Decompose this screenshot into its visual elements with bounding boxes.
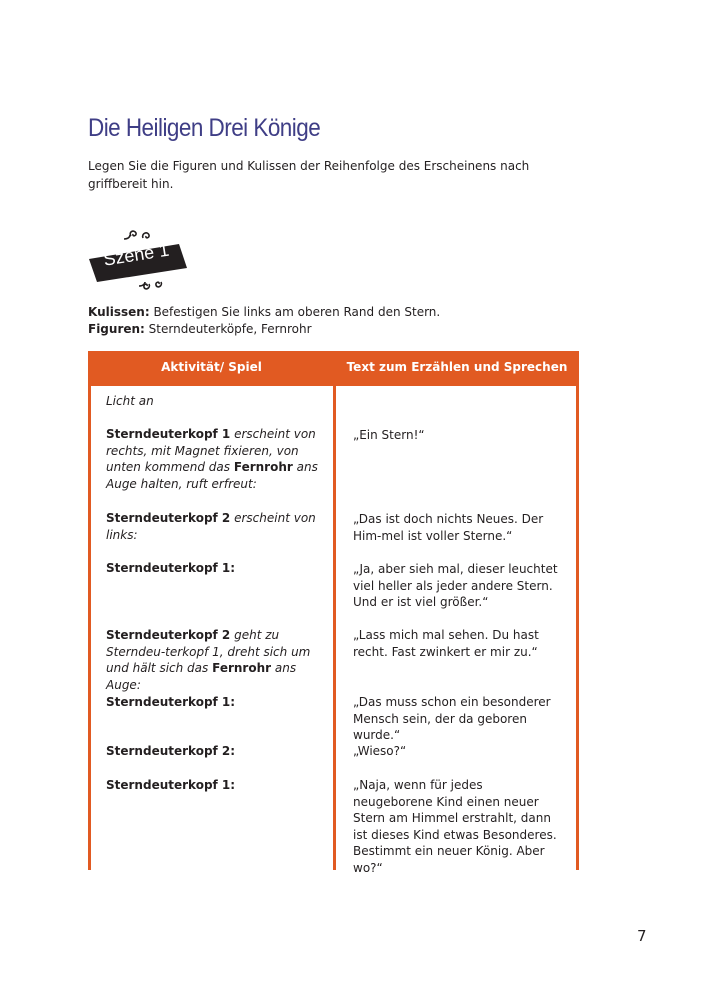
table-row-left: [106, 426, 321, 492]
table-row-right: „Ein Stern!“: [353, 428, 425, 442]
table-row-right: „Das muss schon ein besonderer Mensch sein, der da geboren wurde.“: [353, 695, 551, 743]
scene-label: Szene 1: [102, 239, 171, 270]
stage-direction: erscheint von links:: [106, 511, 316, 542]
stage-direction: ans Auge halten, ruft erfreut:: [106, 460, 318, 491]
table-row-right: „Wieso?“: [353, 744, 407, 758]
speaker-name: Sterndeuterkopf 1:: [106, 695, 236, 709]
speaker-name: Sterndeuterkopf 1: [106, 427, 231, 441]
figuren-text: Sterndeuterköpfe, Fernrohr: [144, 322, 312, 336]
column-divider: [333, 386, 336, 870]
speaker-name: Sterndeuterkopf 2: [106, 628, 231, 642]
table-row-left: [106, 560, 321, 577]
table-row-left: [106, 627, 321, 693]
stage-direction: Licht an: [106, 394, 154, 408]
header-activity: Aktivität/ Spiel: [161, 360, 262, 374]
table-header: [88, 351, 579, 386]
table-row-right: „Das ist doch nichts Neues. Der Him-mel ist voller Sterne.“: [353, 512, 544, 543]
table-row-left: [106, 743, 321, 760]
speaker-name: Sterndeuterkopf 2: [106, 511, 231, 525]
figuren-label: Figuren:: [88, 322, 145, 336]
speaker-name: Sterndeuterkopf 1:: [106, 778, 236, 792]
table-row-right: „Ja, aber sieh mal, dieser leuchtet viel heller als jeder andere Stern. Und er ist viel größer.“: [353, 562, 558, 610]
prop-name: Fernrohr: [212, 661, 272, 676]
table-row-left: [106, 694, 321, 711]
table-row-left: [106, 777, 321, 794]
speaker-name: Sterndeuterkopf 2:: [106, 744, 236, 758]
stage-direction: ans Auge:: [106, 661, 297, 692]
swirl-icon: [130, 231, 136, 236]
stage-direction: geht zu Sterndeu-terkopf 1, dreht sich um und hält sich das: [106, 628, 311, 676]
header-text: Text zum Erzählen und Sprechen: [346, 360, 568, 374]
kulissen-text: Befestigen Sie links am oberen Rand den Stern.: [149, 305, 441, 319]
page-number: 7: [637, 927, 647, 945]
prop-name: Fernrohr: [233, 460, 293, 475]
table-row-right: „Naja, wenn für jedes neugeborene Kind einen neuer Stern am Himmel erstrahlt, dann ist dieses Kind etwas Besonderes. Bestimmt ein neuer König. Aber wo?“: [353, 778, 557, 875]
kulissen-line: [88, 304, 440, 321]
figuren-line: [88, 321, 440, 338]
speaker-name: Sterndeuterkopf 1:: [106, 561, 236, 575]
table-row-left: [106, 510, 321, 543]
page-title: Die Heiligen Drei Könige: [88, 114, 321, 142]
intro-text: Legen Sie die Figuren und Kulissen der Reihenfolge des Erscheinens nach griffbereit hin.: [88, 159, 530, 191]
table-row-right: „Lass mich mal sehen. Du hast recht. Fast zwinkert er mir zu.“: [353, 628, 539, 659]
table-row-left: [106, 393, 321, 410]
scene-meta: [88, 304, 440, 338]
stage-direction: erscheint von rechts, mit Magnet fixieren, von unten kommend das: [106, 427, 316, 475]
script-table: [88, 351, 579, 875]
scene-badge: [87, 226, 197, 296]
kulissen-label: Kulissen:: [88, 305, 150, 319]
